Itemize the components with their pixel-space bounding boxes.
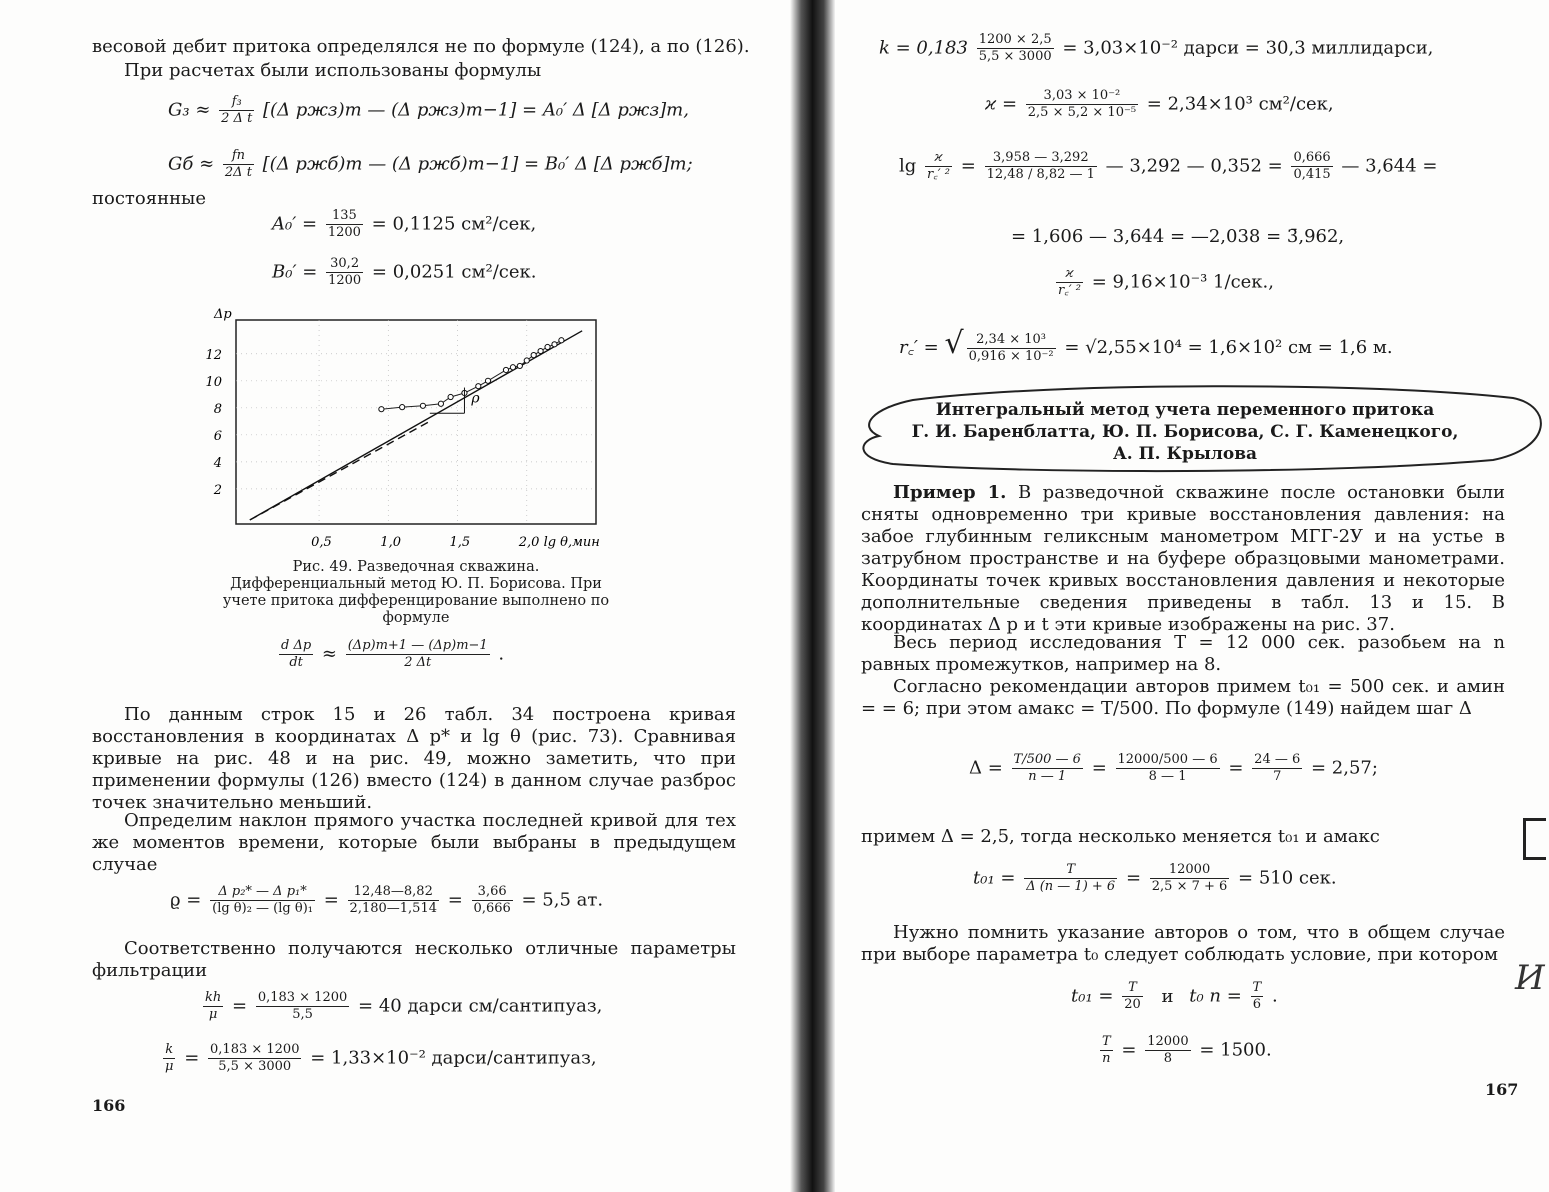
paragraph-1: По данным строк 15 и 26 табл. 34 построена кривая восстановления в координатах Δ p* и lg θ (рис. 73). Сравнивая кривые на рис. 48 и на рис. 49, можно заметить, что при применении формулы (126) вместо (124) в данном случае разброс точек значительно меньший.: [92, 704, 736, 813]
y-tick-label: 8: [213, 401, 222, 417]
example-1-paragraph: Пример 1. В разведочной скважине после остановки были сняты одновременно три кривые восстановления давления: на забое глубинным геликсным манометром МГГ-2У и на устье в затрубном пространстве и на буфере образцовыми манометрами. Координаты точек кривых восстановления давления и некоторые дополнительные сведения приведены в табл. 13 и 15. В координатах Δ p и t эти кривые изображены на рис. 37.: [861, 482, 1505, 635]
x-tick-label: 0,5: [311, 535, 332, 550]
figure-49-chart: [200, 300, 640, 558]
data-point: [559, 338, 564, 343]
equation-g3: G₃ ≈ $\frac{\text{f₃}}{\text{2 Δ t}}$ [(Δ pжз)m — (Δ pжз)m−1] = A₀′ Δ [Δ pжз]m,: [168, 94, 689, 126]
equation-kappa: ϰ = $\frac{\text{3,03 × 10⁻²}}{\text{2,5 × 5,2 × 10⁻⁵}}$ = 2,34×10³ см²/сек,: [985, 88, 1334, 120]
x-tick-label: 1,5: [449, 535, 471, 550]
data-point: [545, 344, 550, 349]
y-axis-label: Δp: [214, 307, 232, 322]
label-constants: постоянные: [92, 188, 207, 209]
y-tick-label: 10: [205, 374, 222, 390]
data-point: [400, 405, 405, 410]
equation-delta: Δ = $\frac{T/500 — 6}{n — 1}$ = $\frac{12000/500 — 6}{8 — 1}$ = $\frac{24 — 6}{7}$ = 2,57;: [969, 752, 1378, 784]
paragraph-period: Весь период исследования T = 12 000 сек. разобьем на n равных промежутков, например на 8.: [861, 632, 1505, 675]
equation-T-over-n: $\frac{T}{n}$ = $\frac{12000}{8}$ = 1500.: [1102, 1034, 1272, 1066]
margin-bracket-mark: [1523, 818, 1546, 860]
y-tick-label: 2: [213, 482, 222, 498]
figure-caption: Рис. 49. Разведочная скважина. Дифференциальный метод Ю. П. Борисова. При учете притока дифференцирование выполнено по формуле: [222, 559, 610, 626]
page-number-right: 167: [1485, 1080, 1519, 1099]
paragraph-2: Определим наклон прямого участка последней кривой для тех же моментов времени, которые были выбраны в предыдущем случае: [92, 810, 736, 875]
paragraph-note: Нужно помнить указание авторов о том, что в общем случае при выборе параметра t₀ следует соблюдать условие, при котором: [861, 922, 1505, 965]
equation-ratio: $\frac{ϰ}{\text{r꜀′ ²}}$ = 9,16×10⁻³ 1/сек.,: [1058, 266, 1274, 298]
equation-caption-derivative: $\frac{\text{d Δp}}{dt}$ ≈ $\frac{(\Delta p)m+1 — (\Delta p)m-1}{2 \Delta t}$ .: [281, 638, 505, 670]
page-number-left: 166: [92, 1096, 126, 1115]
right-page: [835, 0, 1549, 1192]
series-fit-line: [250, 331, 582, 520]
equation-condition: t₀₁ = $\frac{T}{20}$ и t₀ n = $\frac{T}{6}$ .: [1071, 980, 1278, 1012]
section-heading-line1: Интегральный метод учета переменного притока: [935, 400, 1435, 420]
section-heading-line3: А. П. Крылова: [1112, 444, 1258, 464]
series-extrapolation-line: [250, 421, 430, 520]
data-point: [531, 353, 536, 358]
data-point: [420, 403, 425, 408]
paragraph-3: Соответственно получаются несколько отличные параметры фильтрации: [92, 938, 736, 981]
equation-rc: r꜀′ = √ $\frac{\text{2,34 × 10³}}{\text{0,916 × 10⁻²}}$ = √2,55×10⁴ = 1,6×10² см = 1,6 м.: [899, 326, 1393, 364]
paragraph-recommendation: Согласно рекомендации авторов примем t₀₁ = 500 сек. и aмин = = 6; при этом aмакс = T/500. По формуле (149) найдем шаг Δ: [861, 676, 1505, 719]
margin-handwritten-glyph: И: [1515, 958, 1545, 998]
y-tick-label: 6: [213, 428, 222, 444]
data-point: [524, 358, 529, 363]
annotation-rho: ρ: [471, 390, 480, 407]
equation-t01: t₀₁ = $\frac{T}{\Delta (n — 1) + 6}$ = $\frac{12000}{2,5 \times 7 + 6}$ = 510 сек.: [973, 862, 1337, 894]
x-tick-label: 2,0 lg θ,мин: [518, 535, 600, 550]
data-point: [438, 401, 443, 406]
equation-rho: ϱ = $\frac{\text{Δ p₂* — Δ p₁*}}{\text{(lg θ)₂ — (lg θ)₁}}$ = $\frac{12,48—8,82}{2,180—1,514}$ = $\frac{3,66}{0,666}$ = 5,5 ат.: [170, 884, 604, 916]
x-tick-label: 1,0: [380, 535, 401, 550]
y-tick-label: 12: [205, 347, 222, 363]
data-point: [448, 394, 453, 399]
paragraph-accept: примем Δ = 2,5, тогда несколько меняется t₀₁ и aмакс: [861, 826, 1380, 847]
data-point: [517, 363, 522, 368]
equation-k-mu: $\frac{k}{\mu}$ = $\frac{0,183 \times 1200}{5,5 \times 3000}$ = 1,33×10⁻² дарси/сантипуаз,: [165, 1042, 597, 1074]
equation-lg-result: = 1,606 — 3,644 = —2,038 = 3̄,962,: [1011, 226, 1345, 247]
paragraph-intro: весовой дебит притока определялся не по формуле (124), а по (126).: [92, 36, 750, 57]
data-point: [503, 367, 508, 372]
equation-gb: Gб ≈ $\frac{fп}{\text{2Δ t}}$ [(Δ pжб)m — (Δ pжб)m−1] = B₀′ Δ [Δ pжб]m;: [168, 148, 693, 180]
book-gutter: [790, 0, 835, 1192]
data-point: [510, 365, 515, 370]
section-heading-line2: Г. И. Баренблатта, Ю. П. Борисова, С. Г. Каменецкого,: [911, 422, 1459, 442]
equation-a0: A₀′ = $\frac{135}{1200}$ = 0,1125 см²/сек,: [272, 208, 537, 240]
equation-b0: B₀′ = $\frac{30,2}{1200}$ = 0,0251 см²/сек.: [272, 256, 537, 288]
equation-lg: lg $\frac{ϰ}{\text{r꜀′ ²}}$ = $\frac{3,958 — 3,292}{12,48 / 8,82 — 1}$ — 3,292 — 0,352 = $\frac{0,666}{0,415}$ — 3,644 =: [899, 150, 1438, 182]
paragraph-formulas: При расчетах были использованы формулы: [124, 60, 542, 81]
data-point: [379, 407, 384, 412]
data-point: [476, 384, 481, 389]
equation-k: k = 0,183 $\frac{1200 \times 2,5}{5,5 \times 3000}$ = 3,03×10⁻² дарси = 30,3 миллидарси,: [879, 32, 1434, 64]
equation-kh-mu: $\frac{kh}{\mu}$ = $\frac{0,183 \times 1200}{5,5}$ = 40 дарси см/сантипуаз,: [205, 990, 603, 1022]
data-point: [552, 342, 557, 347]
data-point: [538, 348, 543, 353]
data-point: [485, 378, 490, 383]
y-tick-label: 4: [213, 455, 222, 471]
